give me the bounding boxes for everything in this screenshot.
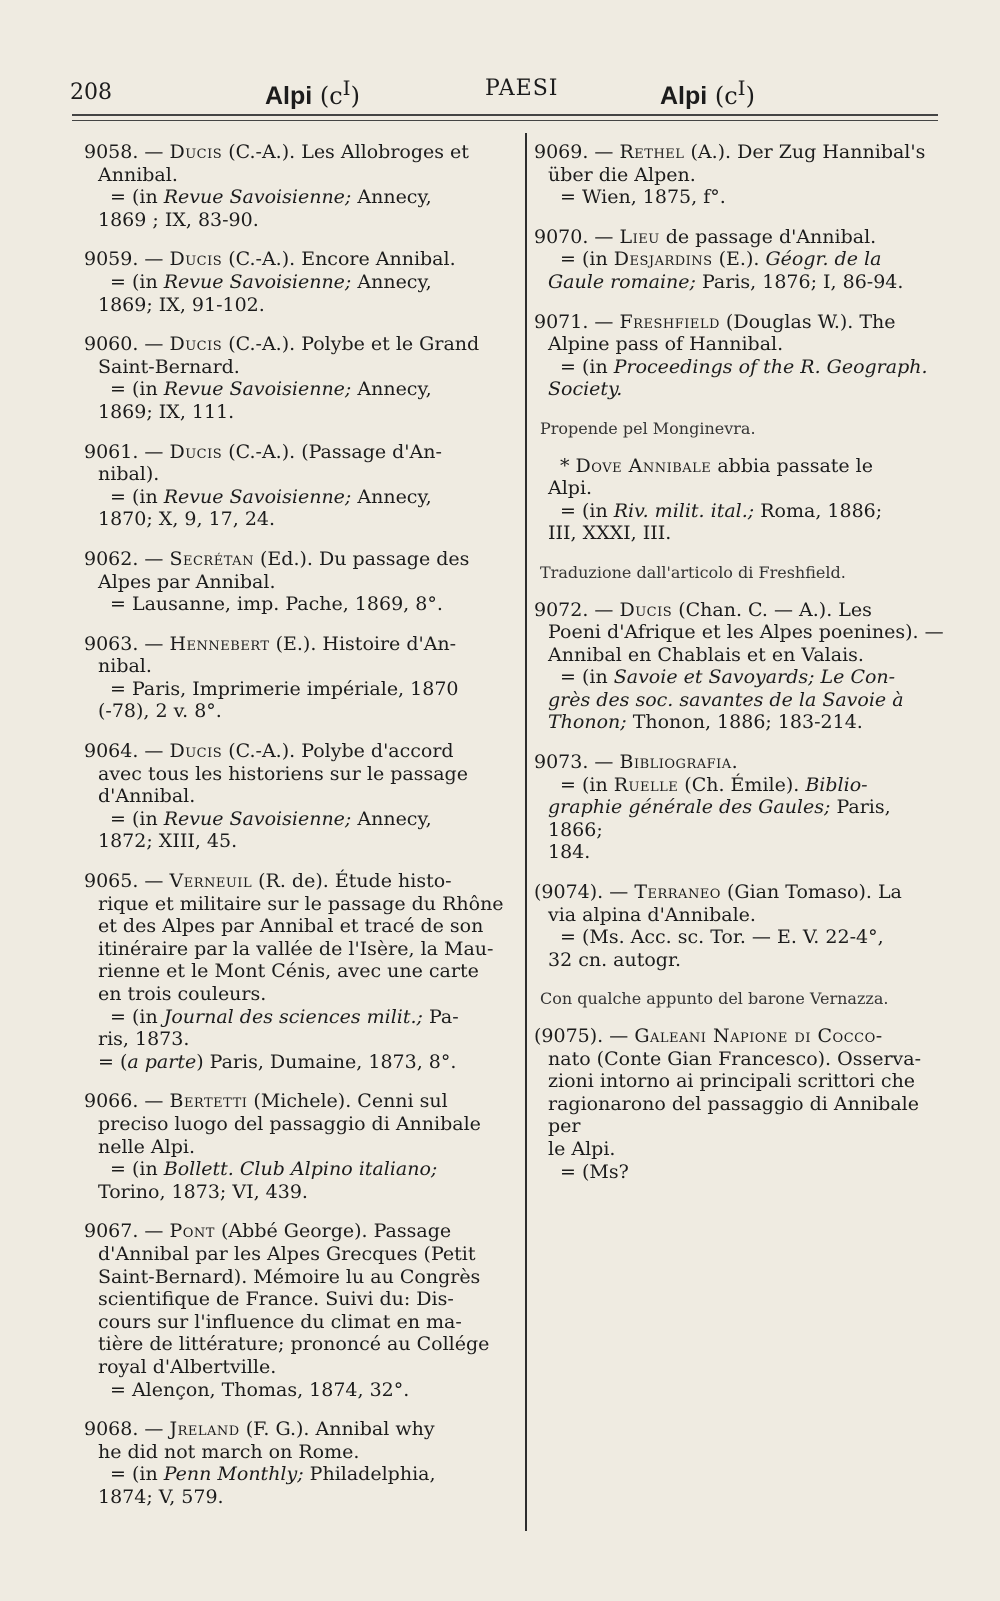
entry-author: Galeani Napione di Cocco- xyxy=(634,1025,883,1047)
entry-title-line: Annibal. xyxy=(98,163,178,186)
entry-number: 9072. — xyxy=(534,598,620,621)
entry-publication xyxy=(84,1486,516,1509)
entry-title-line: Saint-Bernard). Mémoire lu au Congrès xyxy=(98,1265,481,1288)
entry-publication xyxy=(534,841,944,864)
bibliography-entry xyxy=(534,599,944,735)
entry-number: 9059. — xyxy=(84,248,170,271)
entry-title-line: ragionarono del passaggio di Annibale per xyxy=(548,1092,919,1138)
page-number: 208 xyxy=(70,80,112,105)
entry-author: Ducis xyxy=(169,141,223,163)
entry-number: 9069. — xyxy=(534,141,620,163)
bibliography-entry xyxy=(534,881,944,971)
entry-title-line: Alpi. xyxy=(548,477,593,500)
entry-note: Traduzione dall'articolo di Freshfield. xyxy=(540,562,846,582)
bibliography-entry xyxy=(534,455,944,545)
entry-title: (Ed.). Du passage des xyxy=(253,547,470,570)
pub-text: Annecy, xyxy=(351,270,432,293)
entry-title: (C.-A.). Encore Annibal. xyxy=(222,248,456,271)
entry-publication xyxy=(84,700,516,723)
entry-author: Lieu xyxy=(619,225,660,248)
entry-heading xyxy=(84,1220,516,1243)
entry-heading xyxy=(534,881,944,904)
entry-title: (R. de). Étude histo- xyxy=(252,870,452,893)
bibliography-entry xyxy=(84,1418,516,1508)
pub-text: 1869 ; IX, 83-90. xyxy=(98,208,259,231)
running-head-right: Alpi $(c^I)$ xyxy=(660,76,755,110)
entry-note: Propende pel Monginevra. xyxy=(540,418,756,438)
entry-number: 9062. — xyxy=(84,547,170,570)
pub-title: Society. xyxy=(548,378,623,401)
entry-title-line: scientifique de France. Suivi du: Dis- xyxy=(98,1288,454,1311)
bibliography-entry xyxy=(84,740,516,853)
entry-publication xyxy=(534,926,944,949)
pub-text: = Paris, Imprimerie impériale, 1870 xyxy=(110,677,459,700)
entry-author: Hennebert xyxy=(169,632,270,655)
entry-title: (Chan. C. — A.). Les xyxy=(672,598,872,621)
pub-text: = (in xyxy=(110,186,164,209)
entry-heading xyxy=(84,1090,516,1113)
entry-number: 9064. — xyxy=(84,740,170,763)
entry-title-line: tière de littérature; prononcé au Collége xyxy=(98,1333,490,1356)
entry-title: (C.-A.). Les Allobroges et xyxy=(222,141,469,163)
pub-text: Paris, 1866; xyxy=(548,796,891,841)
pub-title: grès des soc. savantes de la Savoie à xyxy=(548,688,904,711)
entry-heading xyxy=(534,599,944,622)
entry-heading xyxy=(534,1025,944,1048)
bibliography-entry xyxy=(534,1025,944,1183)
bibliography-entry xyxy=(84,633,516,723)
pub-text: = (Ms? xyxy=(560,1160,629,1183)
entry-author: Verneuil xyxy=(169,870,253,893)
pub-title: Thonon; xyxy=(548,711,627,734)
entry-star: * xyxy=(560,454,576,477)
pub-title: graphie générale des Gaules; xyxy=(548,796,831,819)
entry-title-line: rique et militaire sur le passage du Rhône xyxy=(98,892,504,915)
bibliography-entry xyxy=(84,870,516,1073)
entry-author: Jreland xyxy=(169,1418,240,1441)
pub-text: 1869; IX, 111. xyxy=(98,400,235,423)
entry-title-line: preciso luogo del passaggio di Annibale xyxy=(98,1112,481,1135)
header-rule-thin xyxy=(72,120,938,121)
entry-author: Ducis xyxy=(619,598,673,621)
pub-text: = (in xyxy=(560,499,614,522)
pub-title: Proceedings of the R. Geograph. xyxy=(613,355,928,378)
entry-heading xyxy=(84,633,516,656)
pub-text: Torino, 1873; VI, 439. xyxy=(98,1180,308,1203)
entry-title: (Abbé George). Passage xyxy=(214,1220,452,1243)
entry-heading xyxy=(84,1418,516,1441)
entry-title: de passage d'Annibal. xyxy=(659,225,877,248)
entry-publication xyxy=(84,593,516,616)
entry-publication xyxy=(84,508,516,531)
entry-title: (Douglas W.). The xyxy=(719,310,896,333)
pub-title: Riv. milit. ital.; xyxy=(613,499,755,522)
entry-publication xyxy=(84,186,516,209)
entry-title-line: Alpes par Annibal. xyxy=(98,570,276,593)
pub-text: = (in xyxy=(560,355,614,378)
pub-title: Revue Savoisienne; xyxy=(163,270,352,293)
entry-title-line: avec tous les historiens sur le passage xyxy=(98,762,468,785)
entry-publication xyxy=(84,486,516,509)
entry-publication xyxy=(84,294,516,317)
pub-text: = (in xyxy=(560,773,614,796)
entry-publication xyxy=(84,401,516,424)
entry-title: (C.-A.). Polybe et le Grand xyxy=(222,333,480,356)
entry-publication xyxy=(534,796,944,841)
entry-heading xyxy=(84,740,516,763)
pub-title: Bollett. Club Alpino italiano; xyxy=(163,1158,438,1181)
entry-title-line: royal d'Albertville. xyxy=(98,1355,277,1378)
entry-title-line: et des Alpes par Annibal et tracé de son xyxy=(98,915,484,938)
pub-title: Revue Savoisienne; xyxy=(163,807,352,830)
entry-title-line: le Alpi. xyxy=(548,1137,616,1160)
column-divider xyxy=(525,133,527,1531)
pub-text: Thonon, 1886; 183-214. xyxy=(626,711,863,734)
entry-publication xyxy=(534,500,944,523)
entry-heading xyxy=(534,751,944,774)
entry-publication xyxy=(84,1181,516,1204)
entry-author: Pont xyxy=(169,1220,215,1243)
pub-text: III, XXXI, III. xyxy=(548,522,672,545)
pub-text: Annecy, xyxy=(351,485,432,508)
entry-number: 9058. — xyxy=(84,141,170,163)
pub-text: Roma, 1886; xyxy=(754,499,883,522)
entry-publication xyxy=(84,1158,516,1181)
pub-text: 184. xyxy=(548,841,591,864)
pub-title: Revue Savoisienne; xyxy=(163,186,352,209)
pub-text: = (in xyxy=(110,1005,164,1028)
entry-author: Terraneo xyxy=(634,881,721,904)
entry-heading xyxy=(84,870,516,893)
pub-text: 1874; V, 579. xyxy=(98,1485,224,1508)
entry-author: Rethel xyxy=(619,141,685,163)
left-column xyxy=(84,141,516,1525)
entry-publication xyxy=(534,666,944,689)
pub-text: = (in xyxy=(560,248,614,271)
entry-author: Bertetti xyxy=(169,1090,248,1113)
pub-text: = (in xyxy=(110,378,164,401)
bibliography-entry xyxy=(84,1090,516,1203)
page-header xyxy=(70,66,940,116)
entry-title: (Gian Tomaso). La xyxy=(720,881,902,904)
entry-title: . xyxy=(731,751,738,774)
entry-number: 9065. — xyxy=(84,870,170,893)
entry-heading xyxy=(534,226,944,249)
pub-title: Savoie et Savoyards; Le Con- xyxy=(613,666,896,689)
bibliography-entry xyxy=(84,1220,516,1401)
entry-title-line: d'Annibal. xyxy=(98,785,196,808)
right-column xyxy=(534,141,944,1200)
running-head-left: Alpi $(c^I)$ xyxy=(265,76,360,110)
entry-author: Ducis xyxy=(169,440,223,463)
entry-publication xyxy=(84,1028,516,1051)
entry-publication xyxy=(84,1379,516,1402)
entry-heading xyxy=(84,333,516,356)
pub-text: = (Ms. Acc. sc. Tor. — E. V. 22-4°, xyxy=(560,926,884,949)
pub-title: Revue Savoisienne; xyxy=(163,485,352,508)
entry-number: 9071. — xyxy=(534,310,620,333)
pub-text: (Ch. Émile). xyxy=(678,773,806,796)
entry-title: (C.-A.). Polybe d'accord xyxy=(222,740,454,763)
entry-title-line: nibal). xyxy=(98,463,160,486)
entry-number: 9063. — xyxy=(84,632,170,655)
entry-title: (A.). Der Zug Hannibal's xyxy=(684,141,926,163)
bibliography-entry xyxy=(84,248,516,316)
entry-heading xyxy=(534,141,944,164)
pub-text: Paris, 1876; I, 86-94. xyxy=(695,270,904,293)
pub-title: Gaule romaine; xyxy=(548,270,696,293)
pub-title: Géogr. de la xyxy=(765,248,882,271)
entry-author: Ducis xyxy=(169,740,223,763)
entry-publication xyxy=(534,271,944,294)
entry-number: 9067. — xyxy=(84,1220,170,1243)
pub-text: Pa- xyxy=(422,1005,459,1028)
pub-text: = (in xyxy=(110,485,164,508)
pub-text: 1872; XIII, 45. xyxy=(98,830,238,853)
entry-publication xyxy=(84,808,516,831)
entry-author: Ducis xyxy=(169,248,223,271)
entry-title-line: en trois couleurs. xyxy=(98,983,267,1005)
pub-author: Desjardins xyxy=(613,248,713,271)
entry-publication xyxy=(534,522,944,545)
entry-heading xyxy=(84,441,516,464)
bibliography-entry xyxy=(534,311,944,401)
pub-text: 32 cn. autogr. xyxy=(548,948,682,971)
entry-title-line: d'Annibal par les Alpes Grecques (Petit xyxy=(98,1242,476,1265)
entry-title-line: nibal. xyxy=(98,655,152,678)
entry-note: Con qualche appunto del barone Vernazza. xyxy=(540,989,889,1009)
entry-author: Bibliografia xyxy=(619,751,732,774)
pub-title: a parte xyxy=(127,1050,197,1073)
entry-publication xyxy=(84,678,516,701)
pub-title: Biblio- xyxy=(805,773,868,796)
entry-publication xyxy=(84,378,516,401)
pub-text: = (in xyxy=(110,1158,164,1181)
entry-title: (E.). Histoire d'An- xyxy=(269,632,457,655)
entry-publication xyxy=(534,356,944,379)
entry-title-line: itinéraire par la vallée de l'Isère, la Mau- xyxy=(98,937,494,960)
entry-title-line: cours sur l'influence du climat en ma- xyxy=(98,1310,462,1333)
entry-title-line: rienne et le Mont Cénis, avec une carte xyxy=(98,960,479,983)
bibliography-entry xyxy=(84,441,516,531)
entry-publication xyxy=(534,186,944,209)
entry-number: (9075). — xyxy=(534,1025,635,1047)
pub-text: 1870; X, 9, 17, 24. xyxy=(98,508,276,531)
entry-publication xyxy=(84,209,516,232)
bibliography-entry xyxy=(534,141,944,209)
entry-publication xyxy=(534,378,944,401)
pub-text: 1869; IX, 91-102. xyxy=(98,293,265,316)
pub-text: ris, 1873. xyxy=(98,1028,190,1051)
entry-author: Freshfield xyxy=(619,310,720,333)
entry-author: Ducis xyxy=(169,333,223,356)
bibliography-entry xyxy=(84,548,516,616)
pub-text: = Lausanne, imp. Pache, 1869, 8°. xyxy=(110,593,443,616)
pub-text: ) Paris, Dumaine, 1873, 8°. xyxy=(196,1050,457,1073)
entry-heading xyxy=(84,548,516,571)
entry-number: 9070. — xyxy=(534,225,620,248)
entry-title-line: nato (Conte Gian Francesco). Osserva- xyxy=(548,1047,922,1070)
entry-publication xyxy=(534,711,944,734)
entry-publication xyxy=(84,1051,516,1074)
entry-title-line: Saint-Bernard. xyxy=(98,355,240,378)
entry-title-line: via alpina d'Annibale. xyxy=(548,903,756,926)
entry-number: 9066. — xyxy=(84,1090,170,1113)
entry-publication xyxy=(534,949,944,972)
entry-heading xyxy=(534,311,944,334)
pub-author: Ruelle xyxy=(613,773,679,796)
entry-title: abbia passate le xyxy=(711,454,874,477)
pub-text: = (in xyxy=(560,666,614,689)
entry-title-line: Annibal en Chablais et en Valais. xyxy=(548,643,864,666)
entry-title-line: über die Alpen. xyxy=(548,163,696,186)
entry-heading xyxy=(84,141,516,164)
entry-author: Secrétan xyxy=(169,547,254,570)
header-rule xyxy=(72,114,938,116)
bibliography-entry xyxy=(84,333,516,423)
entry-title-line: Poeni d'Afrique et les Alpes poenines). — xyxy=(548,621,944,644)
entry-number: 9060. — xyxy=(84,333,170,356)
pub-text: Philadelphia, xyxy=(303,1463,436,1486)
entry-publication xyxy=(84,1006,516,1029)
pub-title: Revue Savoisienne; xyxy=(163,378,352,401)
entry-title: (C.-A.). (Passage d'An- xyxy=(222,440,442,463)
entry-heading xyxy=(534,455,944,478)
entry-title-line: Alpine pass of Hannibal. xyxy=(548,333,784,356)
entry-publication xyxy=(534,689,944,712)
entry-publication xyxy=(84,1463,516,1486)
entry-number: 9068. — xyxy=(84,1418,170,1441)
entry-number: 9073. — xyxy=(534,751,620,774)
pub-text: Annecy, xyxy=(351,186,432,209)
pub-text: (-78), 2 v. 8°. xyxy=(98,700,222,723)
pub-text: Annecy, xyxy=(351,807,432,830)
pub-text: = ( xyxy=(98,1050,128,1073)
pub-title: Penn Monthly; xyxy=(163,1463,304,1486)
bibliography-entry xyxy=(534,751,944,864)
pub-text: = (in xyxy=(110,270,164,293)
entry-title-line: nelle Alpi. xyxy=(98,1135,195,1158)
pub-text: = (in xyxy=(110,807,164,830)
entry-title-line: he did not march on Rome. xyxy=(98,1440,360,1463)
pub-text: Annecy, xyxy=(351,378,432,401)
entry-number: 9061. — xyxy=(84,440,170,463)
pub-title: Journal des sciences milit.; xyxy=(163,1005,423,1028)
running-head-center: PAESI xyxy=(485,76,559,101)
entry-title-line: zioni intorno ai principali scrittori che xyxy=(548,1070,916,1093)
pub-text: = Wien, 1875, f°. xyxy=(560,186,726,209)
bibliography-entry xyxy=(534,226,944,294)
entry-publication xyxy=(84,830,516,853)
entry-heading xyxy=(84,248,516,271)
entry-publication xyxy=(534,1161,944,1184)
pub-text: = Alençon, Thomas, 1874, 32°. xyxy=(110,1378,410,1401)
entry-number: (9074). — xyxy=(534,881,635,904)
entry-publication xyxy=(534,248,944,271)
bibliography-entry xyxy=(84,141,516,231)
entry-title: (F. G.). Annibal why xyxy=(239,1418,435,1441)
entry-author: Dove Annibale xyxy=(575,454,712,477)
entry-title: (Michele). Cenni sul xyxy=(247,1090,448,1113)
pub-text: = (in xyxy=(110,1463,164,1486)
entry-publication xyxy=(534,774,944,797)
pub-text: (E.). xyxy=(712,248,766,271)
entry-publication xyxy=(84,271,516,294)
